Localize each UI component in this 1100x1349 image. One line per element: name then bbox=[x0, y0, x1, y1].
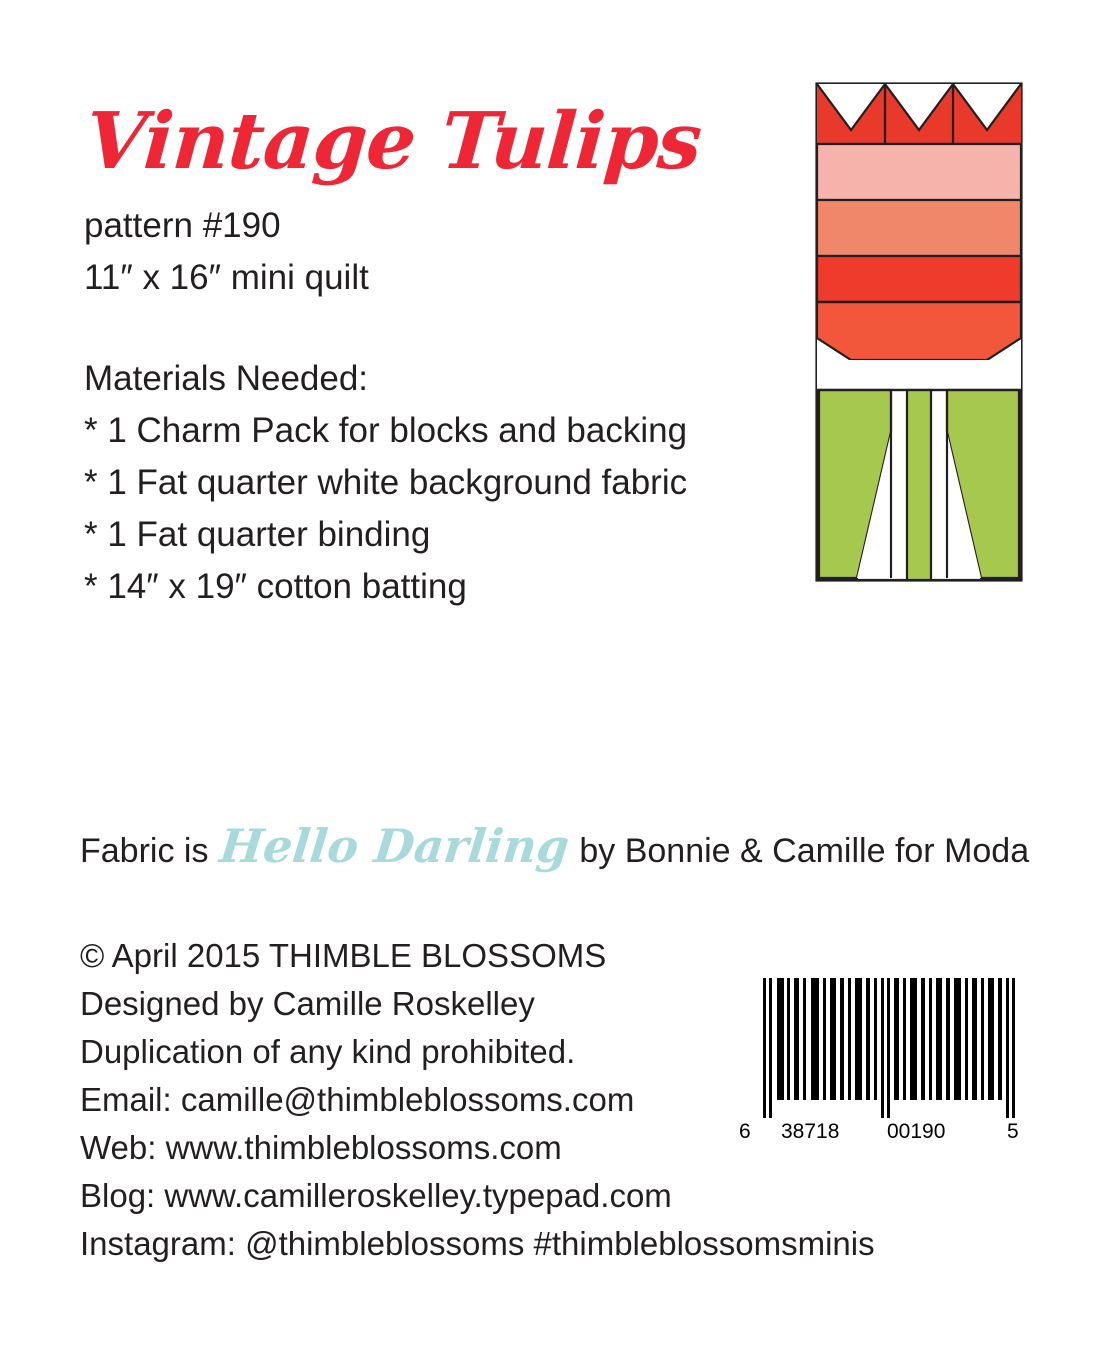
fabric-prefix: Fabric is bbox=[80, 832, 209, 870]
pattern-number: pattern #190 bbox=[84, 206, 281, 245]
barcode-group-right: 00190 bbox=[887, 1120, 946, 1143]
barcode bbox=[735, 978, 1035, 1158]
page-title: Vintage Tulips bbox=[82, 96, 704, 187]
materials-item: * 1 Fat quarter binding bbox=[84, 515, 431, 554]
barcode-lead-digit: 6 bbox=[739, 1120, 751, 1143]
blog-line: Blog: www.camilleroskelley.typepad.com bbox=[80, 1177, 672, 1214]
fabric-suffix: by Bonnie & Camille for Moda bbox=[579, 832, 1030, 870]
web-line: Web: www.thimbleblossoms.com bbox=[80, 1129, 562, 1166]
materials-item: * 14″ x 19″ cotton batting bbox=[84, 567, 467, 606]
tulip-quilt-block-illustration bbox=[815, 82, 1023, 582]
barcode-digits bbox=[735, 1118, 1035, 1148]
pattern-meta bbox=[84, 200, 369, 304]
fabric-collection-name: Hello Darling bbox=[217, 819, 573, 873]
designer-line: Designed by Camille Roskelley bbox=[80, 985, 535, 1022]
materials-section bbox=[84, 353, 687, 613]
barcode-bars bbox=[763, 978, 1033, 1118]
instagram-line: Instagram: @thimbleblossoms #thimbleblossomsminis bbox=[80, 1225, 875, 1262]
fabric-credit-line bbox=[80, 819, 1030, 873]
barcode-group-left: 38718 bbox=[781, 1120, 840, 1143]
materials-item: * 1 Fat quarter white background fabric bbox=[84, 463, 688, 502]
barcode-trail-digit: 5 bbox=[1007, 1120, 1019, 1143]
duplication-line: Duplication of any kind prohibited. bbox=[80, 1033, 576, 1070]
materials-heading: Materials Needed: bbox=[84, 359, 369, 398]
materials-item: * 1 Charm Pack for blocks and backing bbox=[84, 411, 688, 450]
quilt-size: 11″ x 16″ mini quilt bbox=[84, 258, 369, 297]
email-line: Email: camille@thimbleblossoms.com bbox=[80, 1081, 635, 1118]
copyright-line: © April 2015 THIMBLE BLOSSOMS bbox=[80, 937, 607, 974]
